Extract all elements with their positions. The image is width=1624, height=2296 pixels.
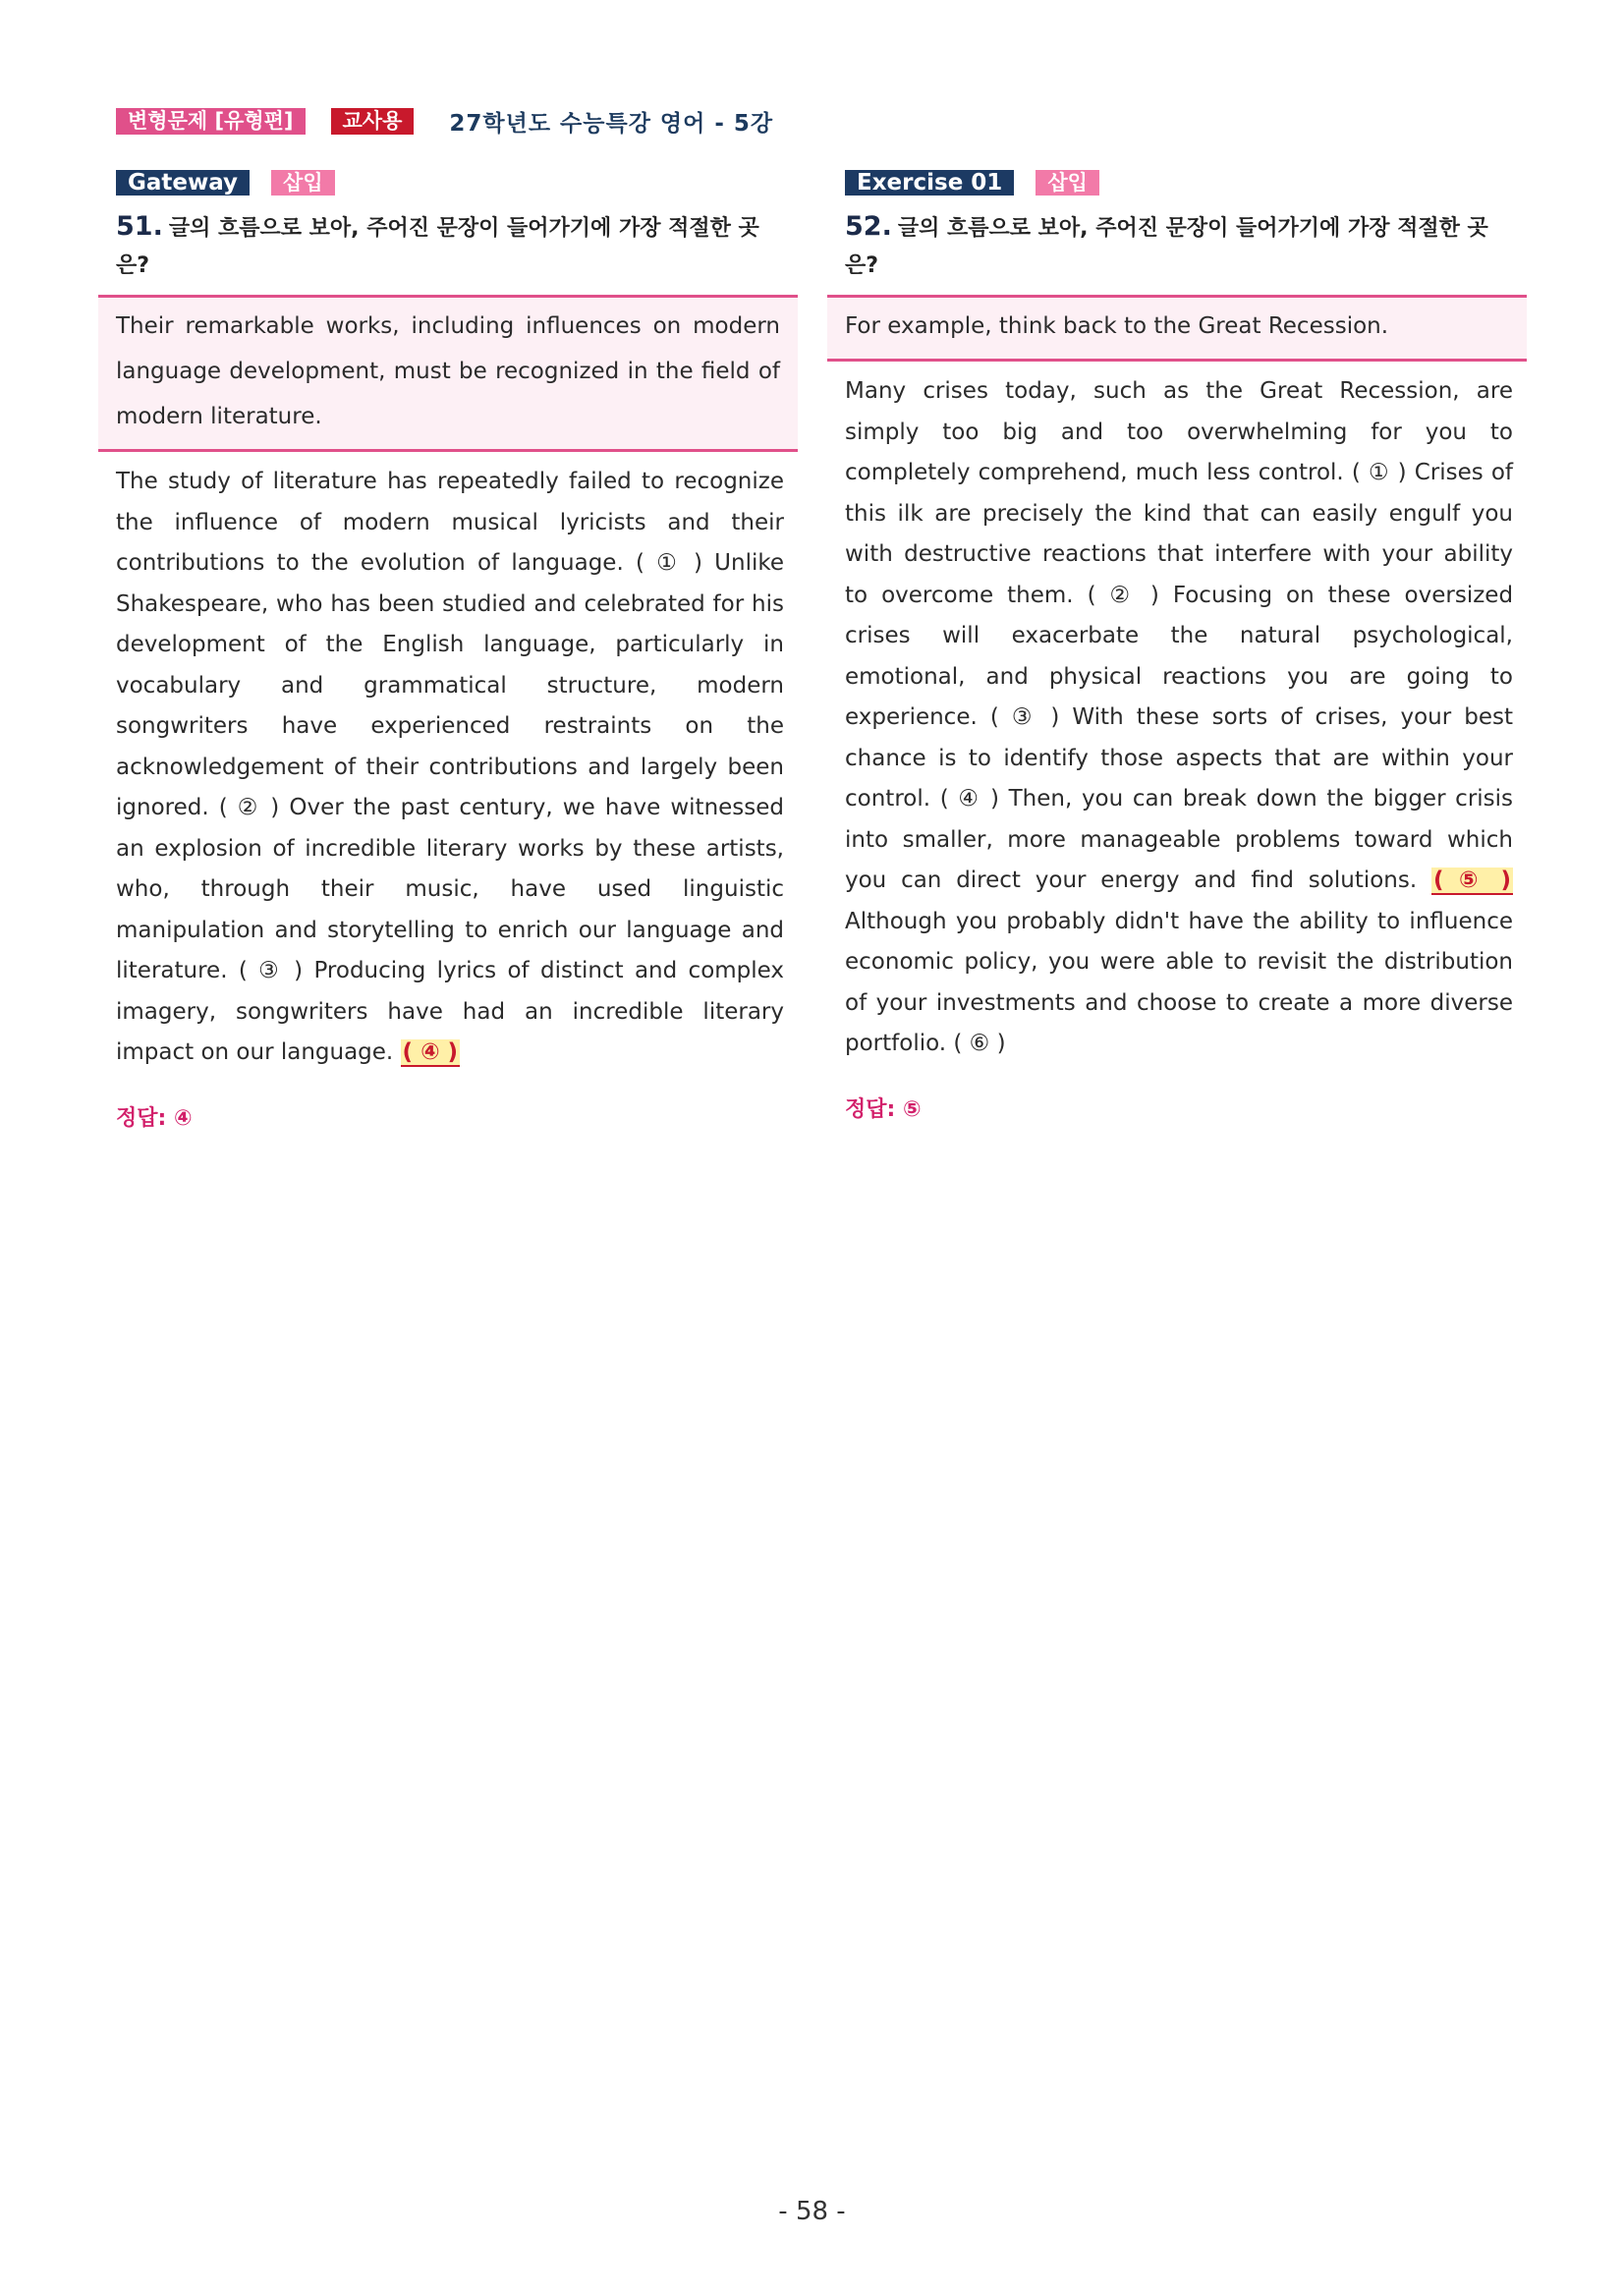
question-text: 글의 흐름으로 보아, 주어진 문장이 들어가기에 가장 적절한 곳은? (116, 216, 759, 278)
exercise-label-row (845, 169, 1552, 196)
section-label: Gateway (116, 170, 250, 196)
sentence: Although you probably didn't have the ability to influence economic policy, you were able to revisit the distribution of your investments and choose to create a more diverse portfolio. (845, 908, 1513, 1056)
passage (116, 462, 784, 1074)
passage (845, 371, 1513, 1065)
question-type-label: 삽입 (1036, 170, 1099, 196)
passage-text (845, 371, 1513, 1065)
sentence: Then, you can break down the bigger crisis into smaller, more manageable problems toward which you can direct your energy and find solutions. (845, 786, 1514, 893)
insertion-mark: ( ⑥ ) (953, 1031, 1006, 1056)
given-sentence-box (827, 295, 1527, 362)
insertion-mark: ( ② ) (218, 795, 280, 820)
passage-text (116, 462, 784, 1074)
given-sentence-box (98, 295, 798, 452)
section-label: Exercise 01 (845, 170, 1014, 196)
sentence: Producing lyrics of distinct and complex imagery, songwriters have had an incredible literary impact on our language. (116, 958, 785, 1065)
page-number: - 58 - (778, 2197, 846, 2226)
question-text: 글의 흐름으로 보아, 주어진 문장이 들어가기에 가장 적절한 곳은? (845, 216, 1488, 278)
given-sentence: Their remarkable works, including influences on modern language development, must be recognized in the field of modern literature. (116, 313, 780, 429)
sentence: With these sorts of crises, your best chance is to identify those aspects that are within your control. (845, 704, 1514, 812)
exercise-column (845, 169, 1552, 1123)
sentence: The study of literature has repeatedly failed to recognize the influence of modern musical lyricists and their contributions to the evolution of language. (116, 469, 784, 576)
category-tag: 변형문제 [유형편] (116, 108, 306, 135)
answer-key: 정답: ⑤ (845, 1096, 922, 1122)
insertion-mark: ( ③ ) (989, 704, 1060, 730)
answer-key: 정답: ④ (116, 1105, 193, 1131)
question-number: 52. (845, 211, 892, 242)
sentence: Many crises today, such as the Great Recession, are simply too big and too overwhelming for you to completely comprehend, much less control. (845, 378, 1513, 485)
teacher-tag: 교사용 (331, 108, 415, 135)
insertion-mark: ( ② ) (1087, 582, 1159, 608)
insertion-mark: ( ③ ) (238, 958, 304, 983)
sentence: Unlike Shakespeare, who has been studied and celebrated for his development of the English language, particularly in vocabulary and grammatical structure, modern songwriters have experienced restraints on the acknowledgement of their contributions and largely been ignored. (116, 550, 785, 820)
insertion-mark: ( ① ) (1351, 460, 1407, 485)
page-header (116, 106, 773, 136)
insertion-mark: ( ④ ) (939, 786, 999, 812)
sentence: Focusing on these oversized crises will exacerbate the natural psychological, emotional, and physical reactions you are going to experience. (845, 582, 1514, 730)
question-type-label: 삽입 (271, 170, 335, 196)
given-sentence: For example, think back to the Great Recession. (845, 313, 1389, 339)
question-prompt (116, 208, 784, 285)
correct-insertion-mark: ( ④ ) (402, 1039, 459, 1065)
sentence: Crises of this ilk are precisely the kind that can easily engulf you with destructive reactions that interfere with your ability to overcome them. (845, 460, 1514, 608)
gateway-column (116, 169, 823, 1132)
question-number: 51. (116, 211, 163, 242)
sentence: Over the past century, we have witnessed an explosion of incredible literary works by these artists, who, through their music, have used linguistic manipulation and storytelling to enrich our language and literature. (116, 795, 785, 983)
header-title: 27학년도 수능특강 영어 - 5강 (449, 110, 774, 137)
insertion-mark: ( ① ) (636, 550, 702, 576)
question-prompt (845, 208, 1513, 285)
gateway-label-row (116, 169, 823, 196)
correct-insertion-mark: ( ⑤ ) (1432, 868, 1511, 893)
